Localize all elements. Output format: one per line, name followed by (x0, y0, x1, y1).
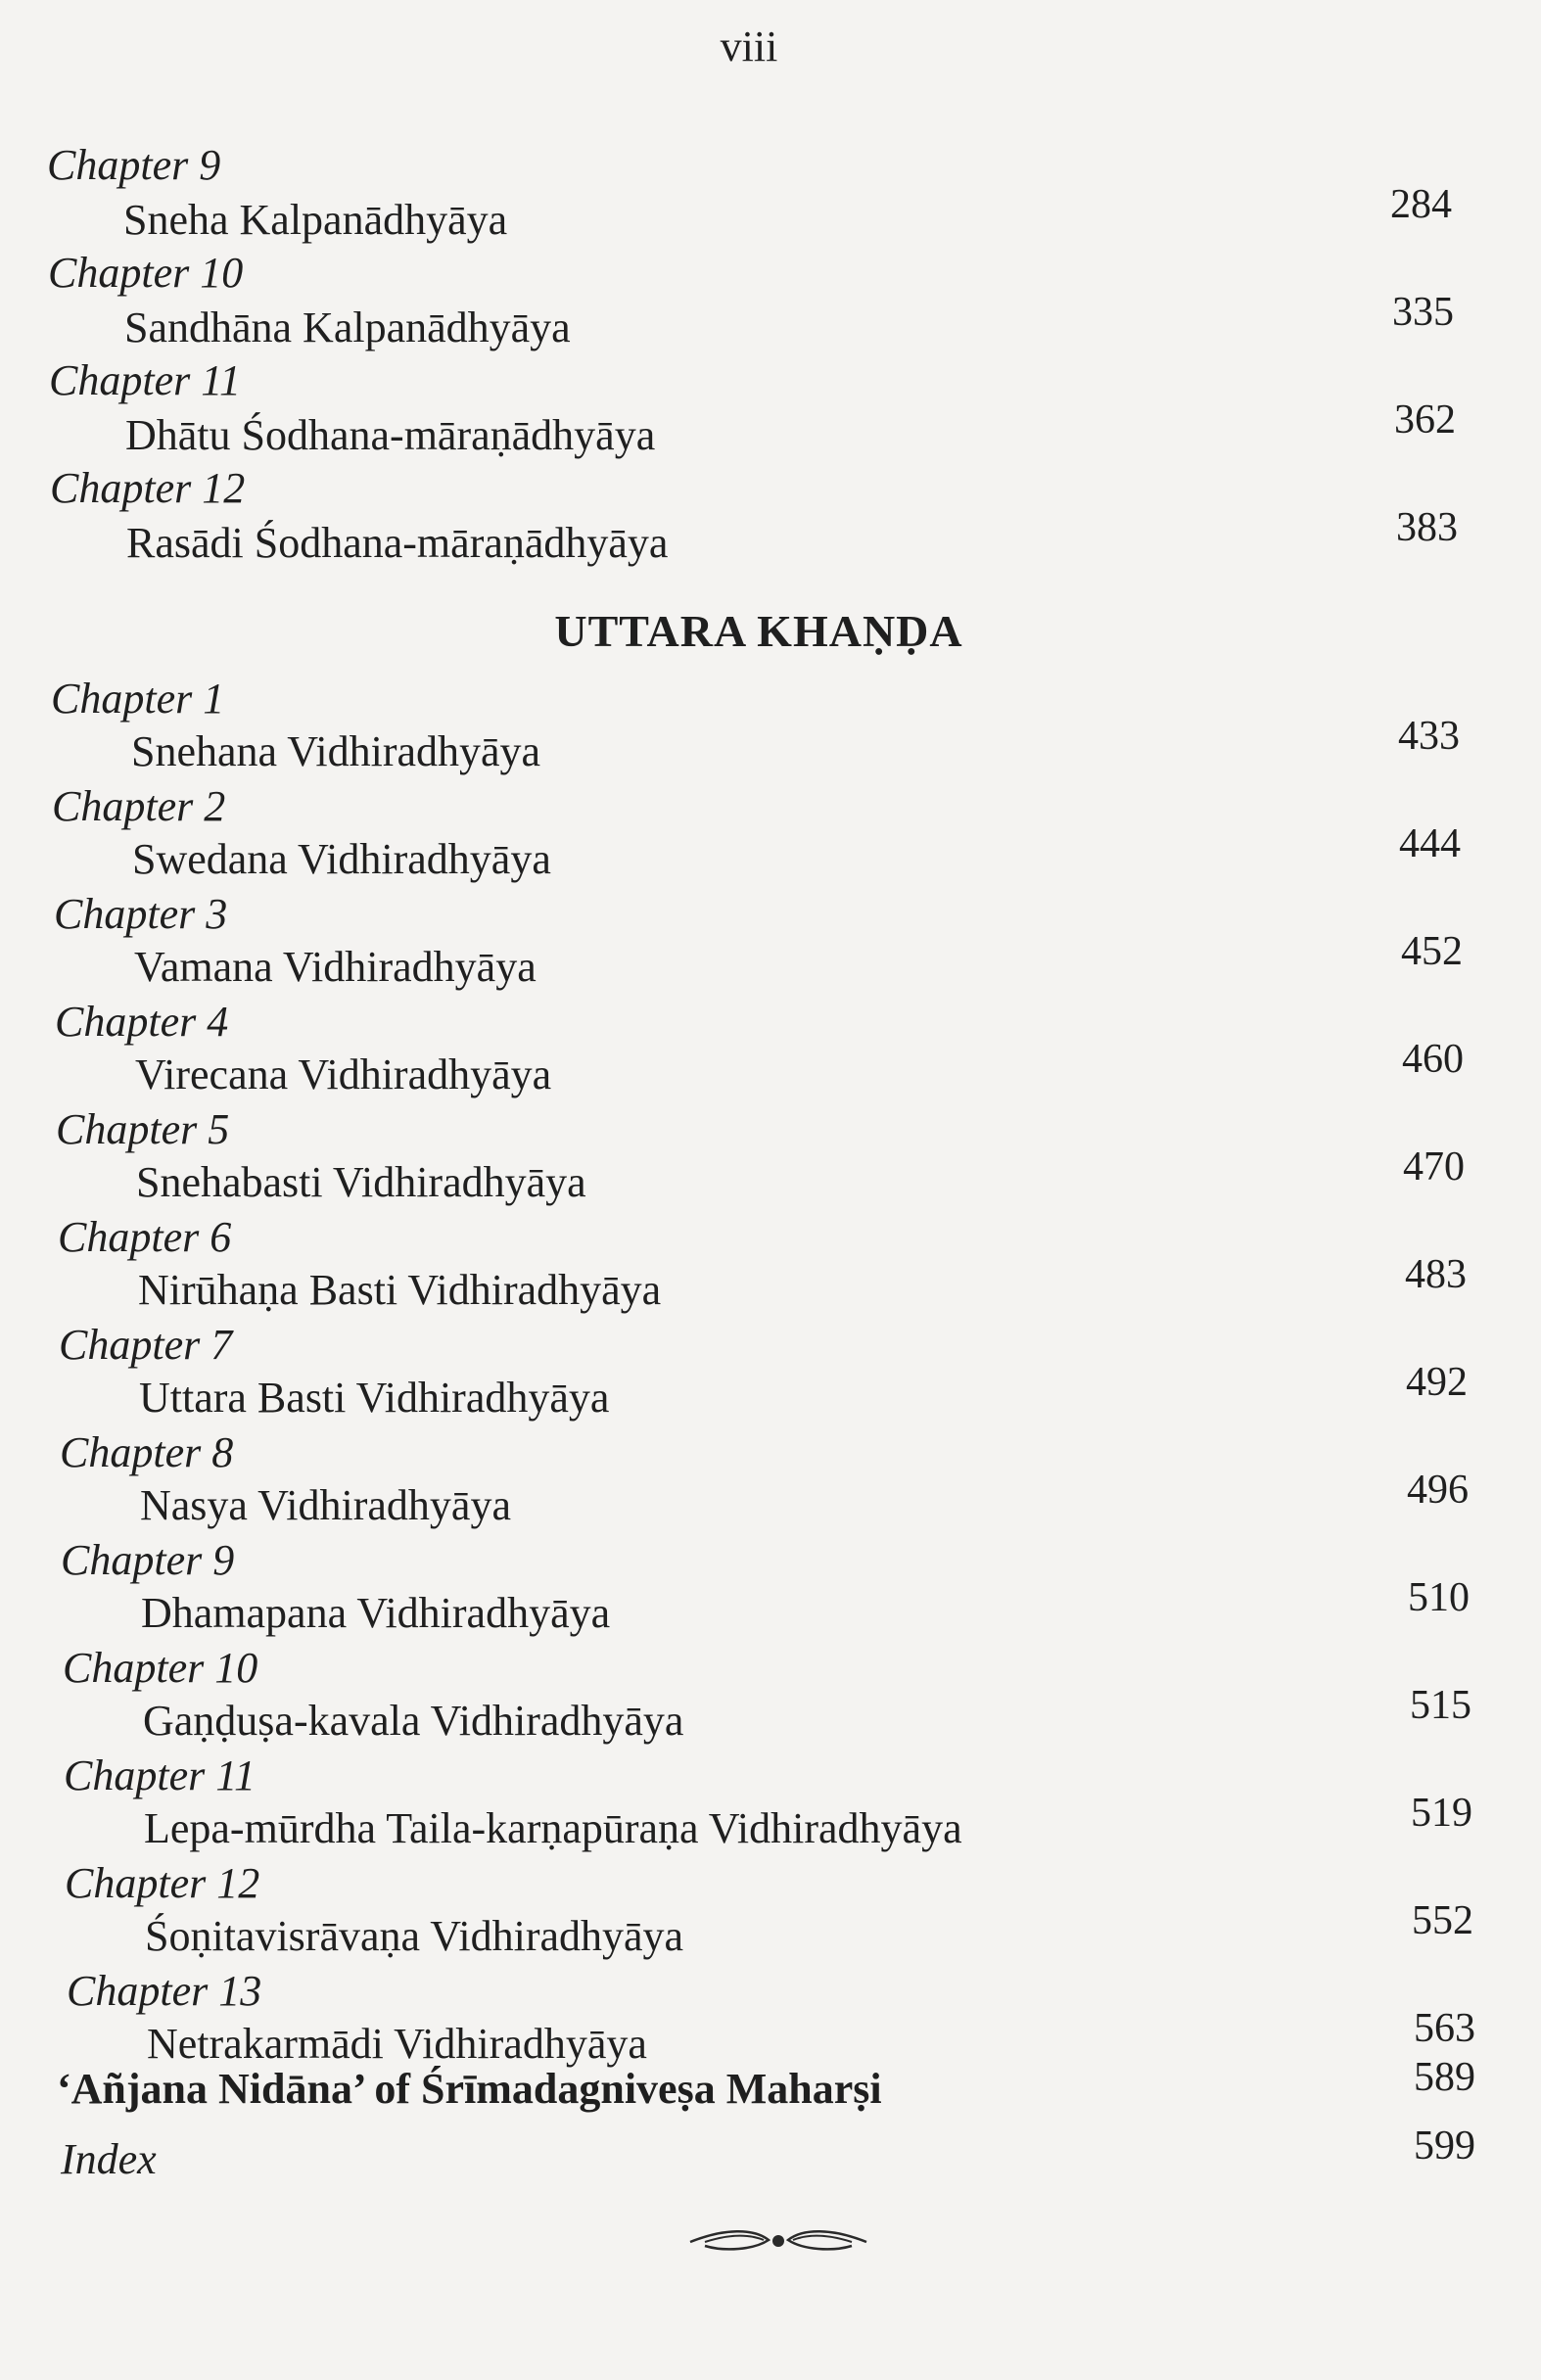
page-ref: 460 (1402, 1037, 1464, 1082)
entry-title: Netrakarmādi Vidhiradhyāya (147, 2020, 647, 2068)
page-ref: 496 (1407, 1468, 1469, 1513)
section-heading: UTTARA KHAṆḌA (554, 606, 963, 656)
page-ref: 510 (1408, 1575, 1470, 1620)
page-ref: 515 (1410, 1683, 1471, 1728)
page-number: viii (720, 23, 778, 70)
chapter-label: Chapter 11 (64, 1751, 256, 1799)
page-ref: 519 (1411, 1791, 1472, 1836)
page-ref: 470 (1403, 1144, 1465, 1190)
page-ref: 563 (1414, 2006, 1475, 2051)
entry-title: Dhamapana Vidhiradhyāya (141, 1589, 611, 1637)
index-label: Index (61, 2135, 157, 2183)
page-ref: 483 (1405, 1252, 1467, 1297)
chapter-label: Chapter 3 (54, 890, 228, 938)
chapter-label: Chapter 4 (55, 998, 229, 1046)
chapter-label: Chapter 12 (50, 464, 246, 512)
entry-title: Śoṇitavisrāvaṇa Vidhiradhyāya (145, 1912, 684, 1960)
page-ref: 492 (1406, 1360, 1468, 1405)
chapter-label: Chapter 12 (65, 1859, 260, 1907)
entry-title-anjana: ‘Añjana Nidāna’ of Śrīmadagniveṣa Maharṣi (57, 2065, 882, 2113)
chapter-label: Chapter 6 (58, 1213, 232, 1261)
chapter-label: Chapter 1 (51, 675, 225, 723)
entry-title: Snehana Vidhiradhyāya (131, 727, 541, 775)
entry-title: Sneha Kalpanādhyāya (123, 196, 508, 244)
chapter-label: Chapter 9 (47, 141, 221, 189)
page-ref: 335 (1392, 290, 1454, 335)
ornament-divider-icon (685, 2220, 871, 2260)
page-ref: 444 (1399, 821, 1461, 866)
chapter-label: Chapter 8 (60, 1428, 234, 1476)
page-ref: 433 (1398, 714, 1460, 759)
entry-title: Virecana Vidhiradhyāya (135, 1050, 552, 1098)
entry-title: Sandhāna Kalpanādhyāya (124, 303, 571, 351)
entry-title: Uttara Basti Vidhiradhyāya (139, 1374, 610, 1422)
entry-title: Nirūhaṇa Basti Vidhiradhyāya (138, 1266, 662, 1314)
chapter-label: Chapter 2 (52, 782, 226, 830)
page-ref: 383 (1396, 505, 1458, 550)
entry-title: Gaṇḍuṣa-kavala Vidhiradhyāya (143, 1697, 684, 1745)
chapter-label: Chapter 13 (67, 1967, 262, 2015)
entry-title: Rasādi Śodhana-māraṇādhyāya (126, 519, 669, 567)
chapter-label: Chapter 10 (63, 1644, 258, 1692)
entry-title: Lepa-mūrdha Taila-karṇapūraṇa Vidhiradhyāya (144, 1804, 962, 1852)
entry-title: Nasya Vidhiradhyāya (140, 1481, 511, 1529)
page-ref: 452 (1401, 929, 1463, 974)
entry-title: Snehabasti Vidhiradhyāya (136, 1158, 586, 1206)
page-ref: 552 (1412, 1898, 1473, 1943)
page-ref: 599 (1414, 2123, 1475, 2169)
chapter-label: Chapter 5 (56, 1105, 230, 1153)
entry-title: Swedana Vidhiradhyāya (132, 835, 551, 883)
entry-title: Dhātu Śodhana-māraṇādhyāya (125, 411, 656, 459)
page-ref: 362 (1394, 397, 1456, 443)
page-ref: 589 (1414, 2055, 1475, 2100)
chapter-label: Chapter 7 (59, 1321, 233, 1369)
chapter-label: Chapter 10 (48, 249, 244, 297)
page-ref: 284 (1390, 182, 1452, 227)
chapter-label: Chapter 11 (49, 356, 241, 404)
chapter-label: Chapter 9 (61, 1536, 235, 1584)
entry-title: Vamana Vidhiradhyāya (134, 943, 537, 991)
